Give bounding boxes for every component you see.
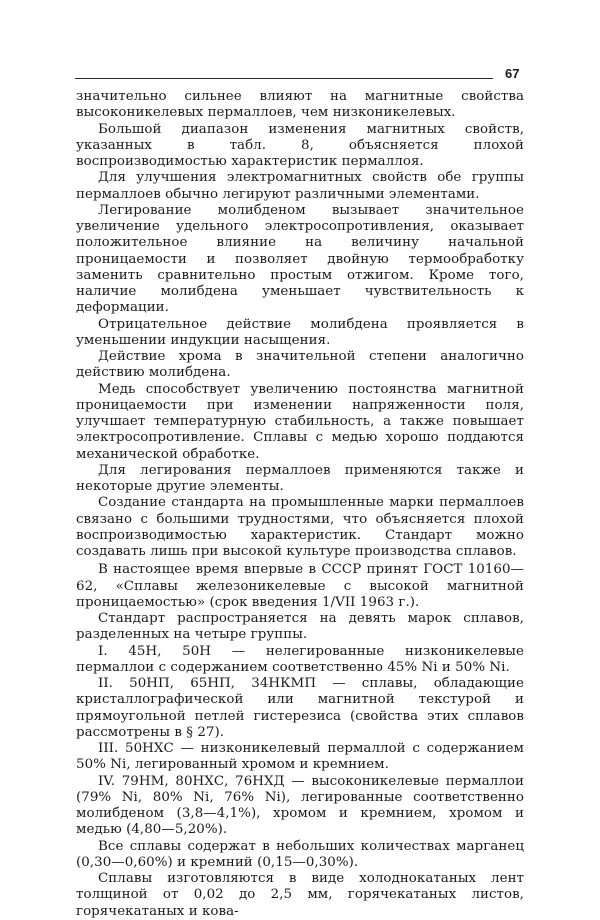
header-rule xyxy=(75,78,493,79)
paragraph: II. 50НП, 65НП, 34НКМП — сплавы, обладающие кристаллографической или магнитной текстурой и прямоугольной петлей гистерезиса (свойства этих сплавов рассмотрены в § 27). xyxy=(76,676,524,740)
paragraph: Сплавы изготовляются в виде холоднокатаных лент толщиной от 0,02 до 2,5 мм, горячекатаных листов, горячекатаных и кова- xyxy=(76,871,524,919)
body-text xyxy=(76,89,524,920)
paragraph: Легирование молибденом вызывает значительное увеличение удельного электросопротивления, оказывает положительное влияние на величину начальной проницаемости и позволяет двойную термообработку заменить сравнительно простым отжигом. Кроме того, наличие молибдена уменьшает чувствительность к деформации. xyxy=(76,202,524,316)
paragraph: Отрицательное действие молибдена проявляется в уменьшении индукции насыщения. xyxy=(76,316,524,348)
paragraph: Действие хрома в значительной степени аналогично действию молибдена. xyxy=(76,349,524,381)
paragraph: Большой диапазон изменения магнитных свойств, указанных в табл. 8, объясняется плохой воспроизводимостью характеристик пермаллоя. xyxy=(76,121,524,169)
paragraph: В настоящее время впервые в СССР принят ГОСТ 10160—62, «Сплавы железоникелевые с высокой магнитной проницаемостью» (срок введения 1/VII 1963 г.). xyxy=(76,562,524,610)
paragraph: I. 45Н, 50Н — нелегированные низконикелевые пермаллои с содержанием соответственно 45% Ni и 50% Ni. xyxy=(76,643,524,675)
paragraph: значительно сильнее влияют на магнитные свойства высоконикелевых пермаллоев, чем низконикелевых. xyxy=(76,89,524,121)
paragraph: Для улучшения электромагнитных свойств обе группы пермаллоев обычно легируют различными элементами. xyxy=(76,170,524,202)
paragraph: IV. 79НМ, 80НХС, 76НХД — высоконикелевые пермаллои (79% Ni, 80% Ni, 76% Ni), легированные соответственно молибденом (3,8—4,1%), хромом и кремнием, хромом и медью (4,80—5,20%). xyxy=(76,773,524,838)
paragraph: III. 50НХС — низконикелевый пермаллой с содержанием 50% Ni, легированный хромом и кремнием. xyxy=(76,741,524,773)
paragraph: Для легирования пермаллоев применяются также и некоторые другие элементы. xyxy=(76,462,524,494)
paragraph: Все сплавы содержат в небольших количествах марганец (0,30—0,60%) и кремний (0,15—0,30%). xyxy=(76,838,524,870)
paragraph: Стандарт распространяется на девять марок сплавов, разделенных на четыре группы. xyxy=(76,611,524,643)
paragraph: Медь способствует увеличению постоянства магнитной проницаемости при изменении напряженности поля, улучшает температурную стабильность, а также повышает электросопротивление. Сплавы с медью хорошо поддаются механической обработке. xyxy=(76,381,524,462)
page-number: 67 xyxy=(505,66,520,81)
paragraph: Создание стандарта на промышленные марки пермаллоев связано с большими трудностями, что объясняется плохой воспроизводимостью характеристик. Стандарт можно создавать лишь при высокой культуре производства сплавов. xyxy=(76,495,524,559)
